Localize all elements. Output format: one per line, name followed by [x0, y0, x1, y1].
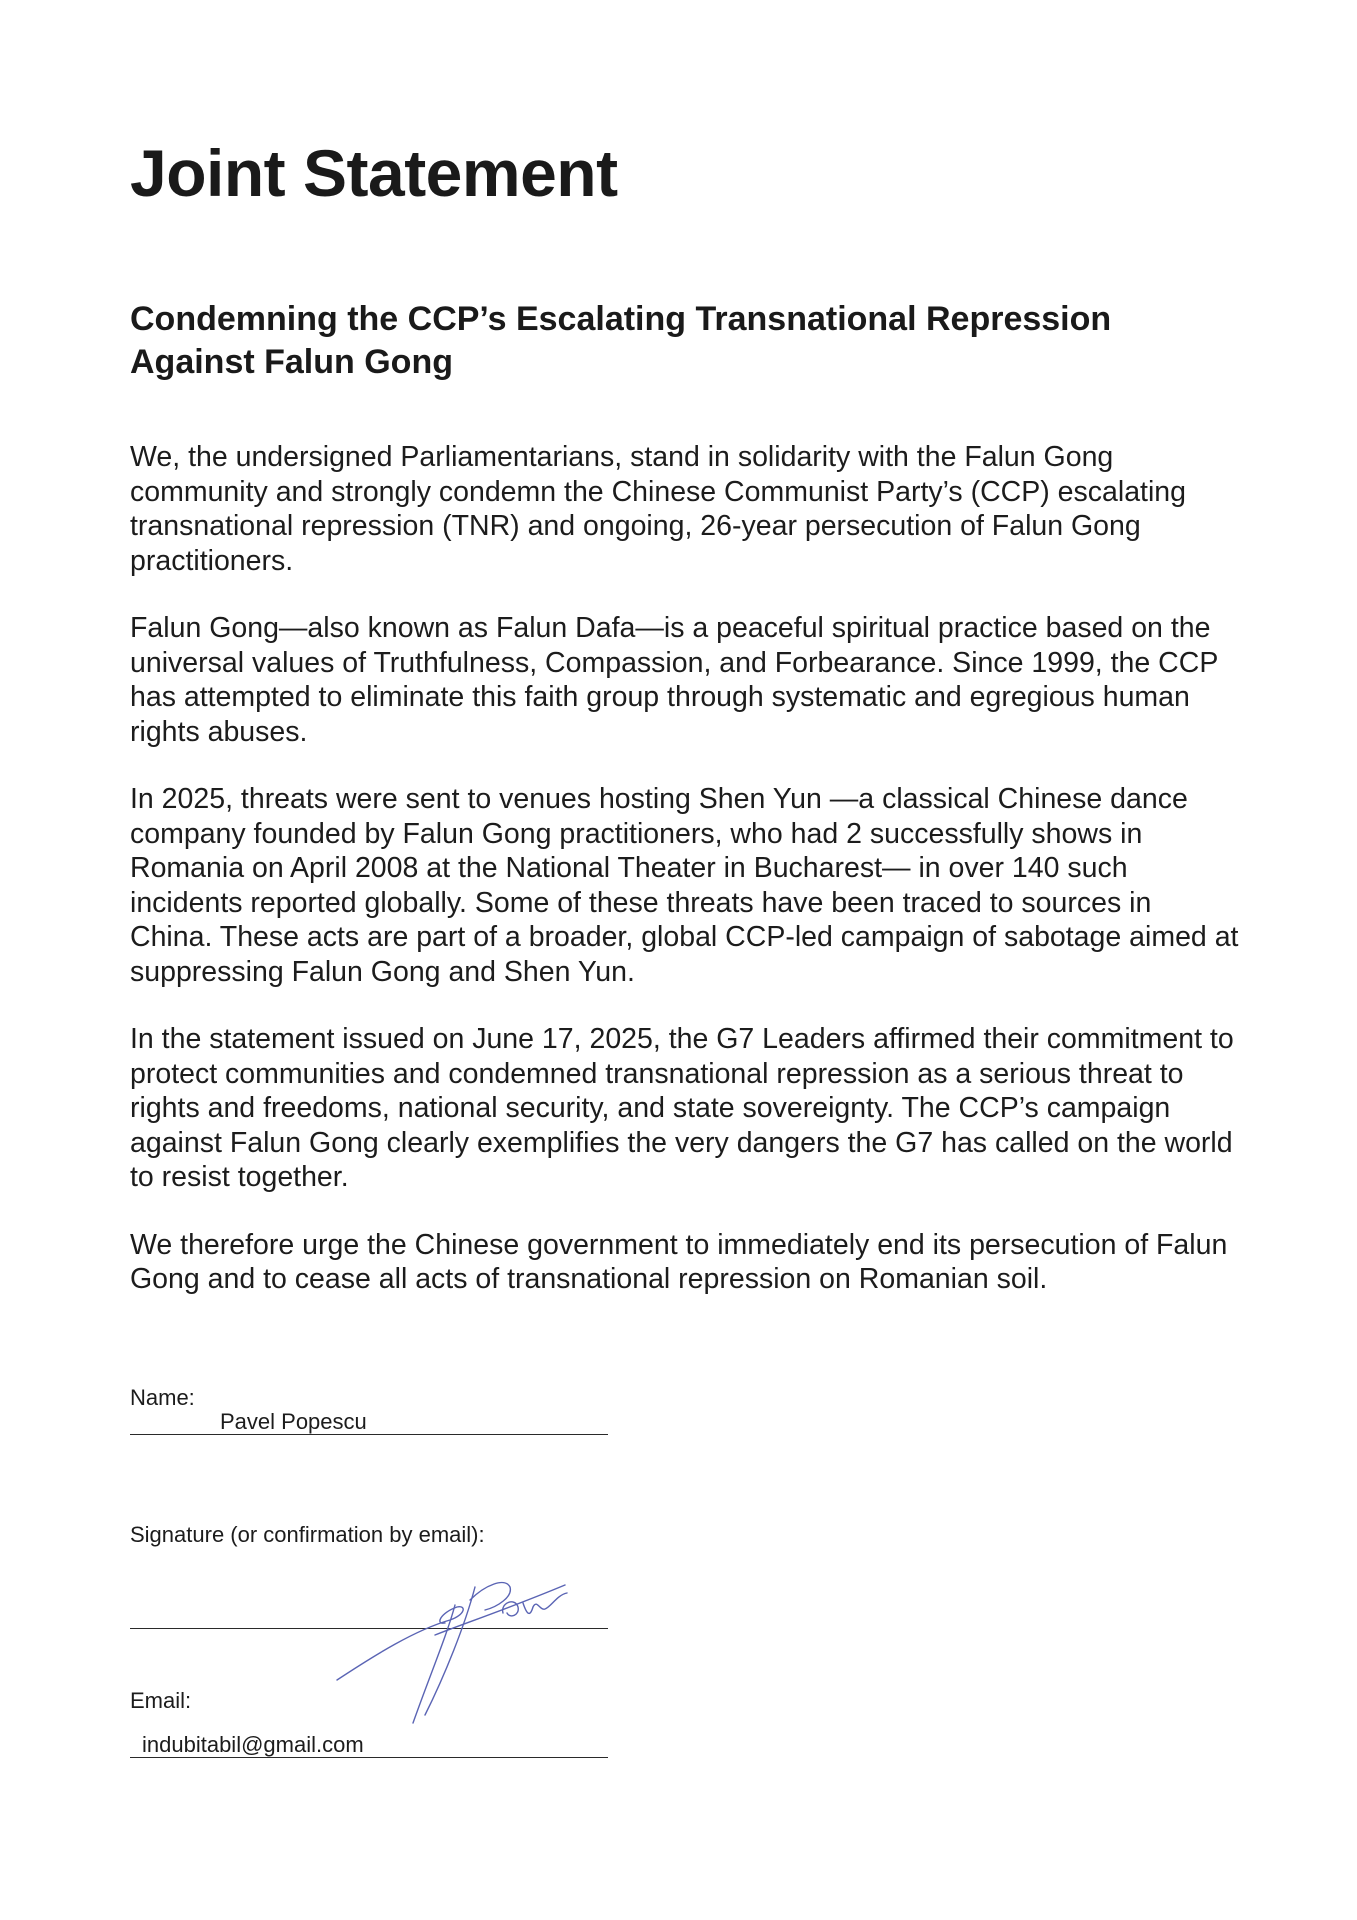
- paragraph-falun-gong: Falun Gong—also known as Falun Dafa—is a peaceful spiritual practice based on the universal values of Truthfulness, Compassion, and Forbearance. Since 1999, the CCP has attempted to eliminate this faith group through systematic and egregious human rights abuses.: [130, 612, 1218, 748]
- signature-label: Signature (or confirmation by email):: [130, 1522, 485, 1547]
- paragraph-urge: We therefore urge the Chinese government to immediately end its persecution of Falun Gong and to cease all acts of transnational repression on Romanian soil.: [130, 1228, 1228, 1295]
- document-title: Joint Statement: [130, 136, 618, 210]
- statement-body: [130, 440, 1240, 1330]
- name-value: Pavel Popescu: [220, 1409, 367, 1434]
- paragraph-threats: In 2025, threats were sent to venues hosting Shen Yun —a classical Chinese dance company founded by Falun Gong practitioners, who had 2 successfully shows in Romania on April 2008 at the National Theater in Bucharest— in over 140 such incidents reported globally. Some of these threats have been traced to sources in China. These acts are part of a broader, global CCP-led campaign of sabotage aimed at suppressing Falun Gong and Shen Yun.: [130, 783, 1239, 988]
- name-underline: [130, 1434, 608, 1435]
- document-subtitle: Condemning the CCP’s Escalating Transnational Repression Against Falun Gong: [130, 300, 1112, 381]
- paragraph-g7: In the statement issued on June 17, 2025, the G7 Leaders affirmed their commitment to protect communities and condemned transnational repression as a serious threat to rights and freedoms, national security, and state sovereignty. The CCP’s campaign against Falun Gong clearly exemplifies the very dangers the G7 has called on the world to resist together.: [130, 1023, 1234, 1193]
- email-underline: [130, 1757, 608, 1758]
- handwritten-signature: [335, 1565, 595, 1725]
- email-label: Email:: [130, 1688, 192, 1713]
- name-label: Name:: [130, 1385, 195, 1410]
- paragraph-solidarity: We, the undersigned Parliamentarians, stand in solidarity with the Falun Gong community and strongly condemn the Chinese Communist Party’s (CCP) escalating transnational repression (TNR) and ongoing, 26-year persecution of Falun Gong practitioners.: [130, 441, 1187, 577]
- email-value: indubitabil@gmail.com: [142, 1732, 364, 1757]
- document-page: [130, 0, 1240, 1920]
